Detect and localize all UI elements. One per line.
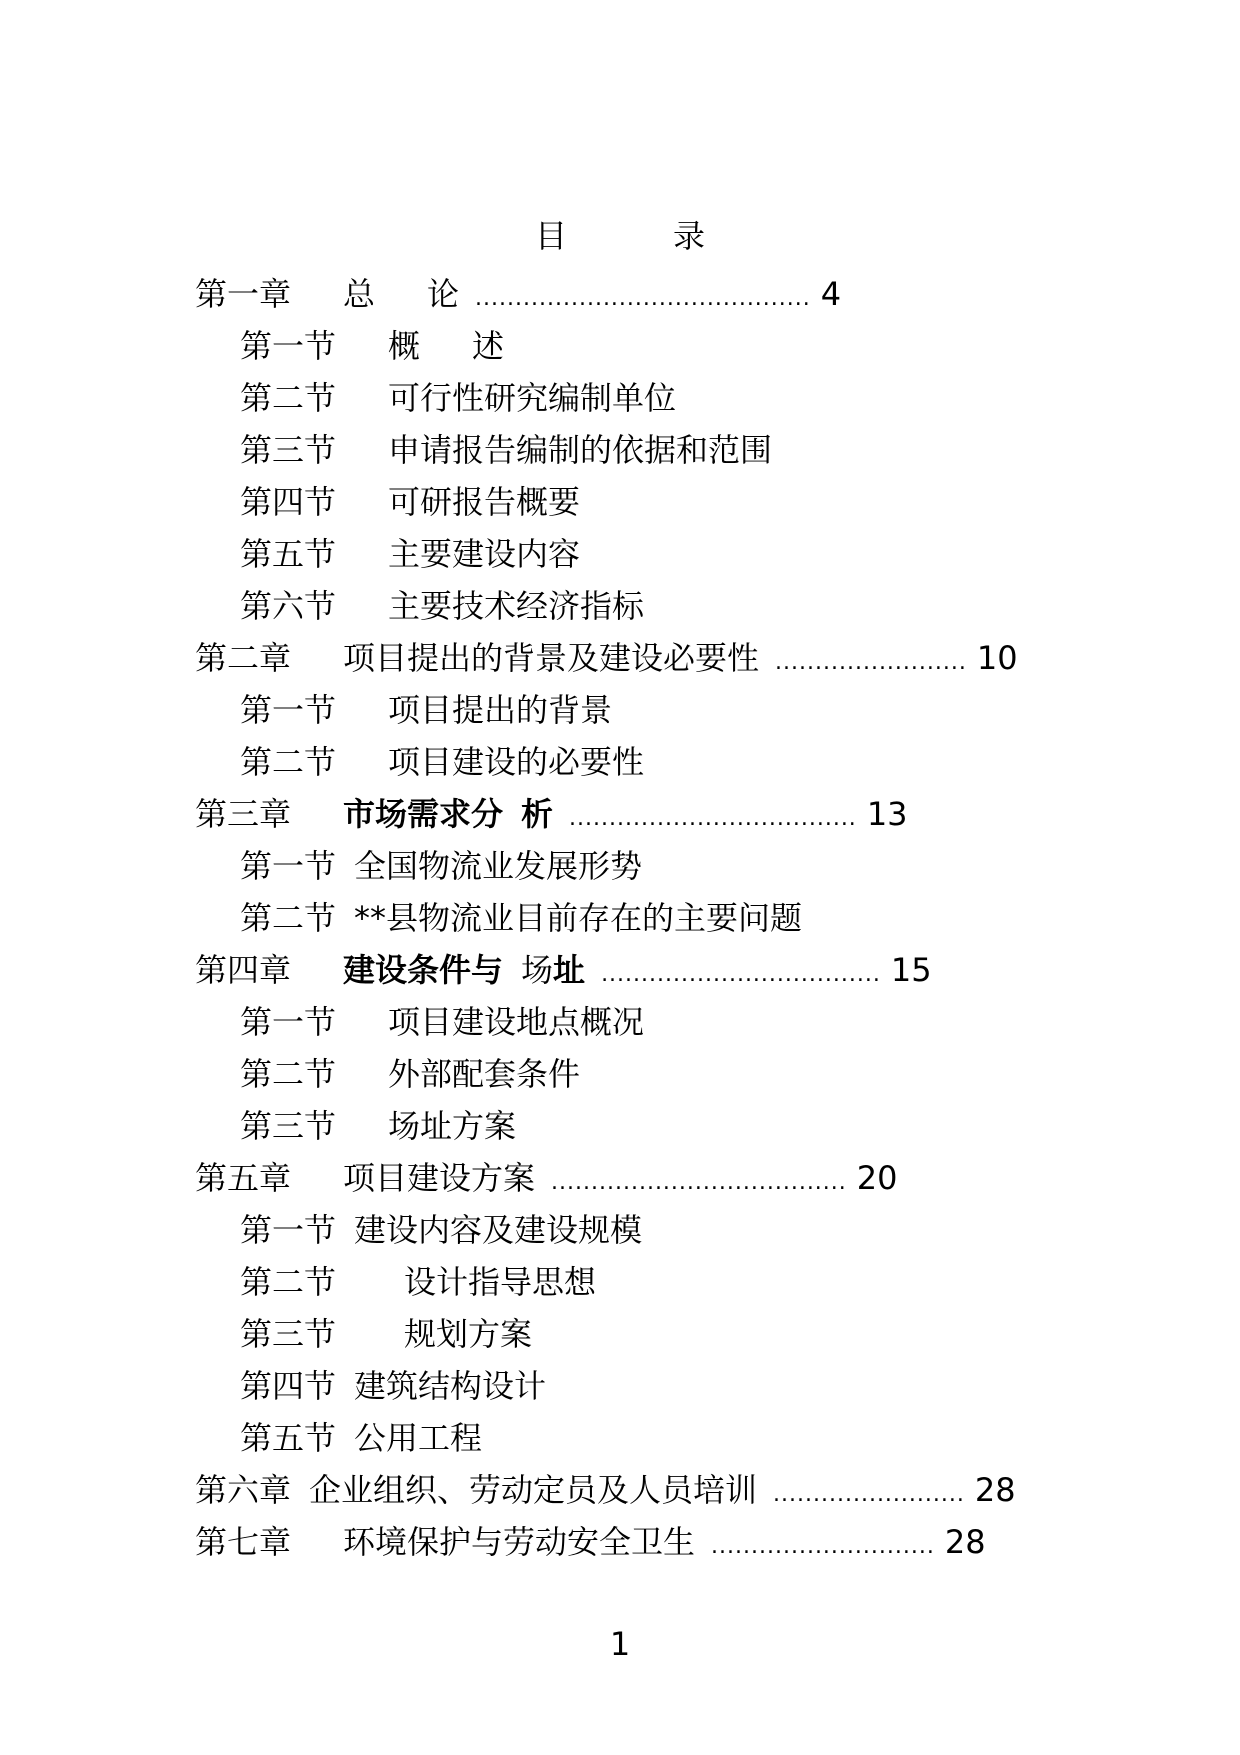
leader-dots: ............................ [711,1534,935,1559]
toc-title-part2: 录 [673,217,706,255]
chapter-title: 企业组织、劳动定员及人员培训 [309,1471,758,1509]
section-title: 项目提出的背景 [388,691,613,729]
page-number: 15 [890,951,932,989]
section-number: 第三节 [240,1107,337,1145]
section-number: 第二节 [240,1263,337,1301]
section-number: 第五节 [240,1419,337,1457]
toc-entry-section-4-2[interactable] [240,1048,580,1100]
toc-entry-chapter-7[interactable] [195,1516,986,1568]
chapter-number: 第六章 [195,1471,292,1509]
chapter-title: 环境保护与劳动安全卫生 [343,1523,696,1561]
section-title: 项目建设地点概况 [388,1003,645,1041]
toc-entry-section-2-1[interactable] [240,684,612,736]
section-title-part-b: 述 [472,327,505,365]
section-title: 规划方案 [404,1315,533,1353]
toc-entry-section-1-6[interactable] [240,580,644,632]
chapter-title-tail: 析 [521,795,554,833]
chapter-number: 第二章 [195,639,292,677]
toc-entry-section-1-3[interactable] [240,424,772,476]
chapter-number: 第四章 [195,951,292,989]
section-title: 可行性研究编制单位 [388,379,677,417]
toc-entry-section-5-2[interactable] [240,1256,596,1308]
section-title: 项目建设的必要性 [388,743,645,781]
chapter-number: 第五章 [195,1159,292,1197]
toc-entry-section-3-2[interactable] [240,892,802,944]
toc-entry-section-3-1[interactable] [240,840,642,892]
chapter-title: 项目建设方案 [343,1159,536,1197]
toc-entry-section-4-3[interactable] [240,1100,516,1152]
toc-entry-chapter-5[interactable] [195,1152,898,1204]
chapter-title: 市场需求分 [343,795,504,833]
section-number: 第三节 [240,1315,337,1353]
section-title: 全国物流业发展形势 [354,847,643,885]
section-number: 第一节 [240,691,337,729]
section-number: 第六节 [240,587,337,625]
section-title: 主要建设内容 [388,535,581,573]
section-number: 第二节 [240,743,337,781]
section-title: 申请报告编制的依据和范围 [388,431,773,469]
section-number: 第四节 [240,1367,337,1405]
page-number: 28 [944,1523,986,1561]
chapter-title-tail: 址 [553,951,586,989]
section-number: 第一节 [240,1211,337,1249]
section-number: 第二节 [240,899,337,937]
leader-dots: .......................................... [475,286,811,311]
section-number: 第一节 [240,847,337,885]
section-title: 可研报告概要 [388,483,581,521]
section-title: 建设内容及建设规模 [354,1211,643,1249]
toc-entry-section-4-1[interactable] [240,996,644,1048]
chapter-title-mid: 场 [521,951,554,989]
toc-title-part1: 目 [534,217,567,255]
chapter-number: 第七章 [195,1523,292,1561]
toc-entry-section-1-4[interactable] [240,476,580,528]
leader-dots: .................................... [569,806,857,831]
toc-entry-section-5-1[interactable] [240,1204,642,1256]
toc-entry-section-5-3[interactable] [240,1308,532,1360]
toc-entry-chapter-4[interactable] [195,944,932,996]
section-number: 第五节 [240,535,337,573]
toc-entry-section-5-5[interactable] [240,1412,482,1464]
toc-entry-section-2-2[interactable] [240,736,644,788]
toc-entry-chapter-3[interactable] [195,788,908,840]
toc-entry-chapter-6[interactable] [195,1464,1016,1516]
leader-dots: ..................................... [551,1170,847,1195]
section-title-part-a: 概 [388,327,421,365]
chapter-number: 第一章 [195,275,292,313]
toc-entry-section-1-2[interactable] [240,372,676,424]
chapter-number: 第三章 [195,795,292,833]
section-number: 第四节 [240,483,337,521]
section-number: 第一节 [240,327,337,365]
leader-dots: ........................ [775,650,967,675]
chapter-title-part-b: 论 [427,275,460,313]
section-title: 主要技术经济指标 [388,587,645,625]
leader-dots: ................................... [601,962,881,987]
page-number: 10 [976,639,1018,677]
footer-page-number: 1 [609,1625,631,1663]
chapter-title: 项目提出的背景及建设必要性 [343,639,760,677]
section-number: 第三节 [240,431,337,469]
leader-dots: ........................ [773,1482,965,1507]
toc-entry-section-1-5[interactable] [240,528,580,580]
section-title: 公用工程 [354,1419,483,1457]
page-number: 4 [820,275,842,313]
section-title: **县物流业目前存在的主要问题 [354,899,803,937]
toc-entry-chapter-1[interactable] [195,268,841,320]
toc-entry-section-5-4[interactable] [240,1360,546,1412]
page-number: 20 [856,1159,898,1197]
section-title: 设计指导思想 [404,1263,597,1301]
section-title: 外部配套条件 [388,1055,581,1093]
section-number: 第二节 [240,379,337,417]
page-number: 13 [866,795,908,833]
toc-entry-section-1-1[interactable] [240,320,504,372]
toc-entry-chapter-2[interactable] [195,632,1018,684]
section-title: 建筑结构设计 [354,1367,547,1405]
page-number: 28 [974,1471,1016,1509]
chapter-title-part-a: 总 [343,275,376,313]
toc-title [0,214,1240,258]
section-number: 第二节 [240,1055,337,1093]
section-number: 第一节 [240,1003,337,1041]
section-title: 场址方案 [388,1107,517,1145]
chapter-title: 建设条件与 [343,951,504,989]
